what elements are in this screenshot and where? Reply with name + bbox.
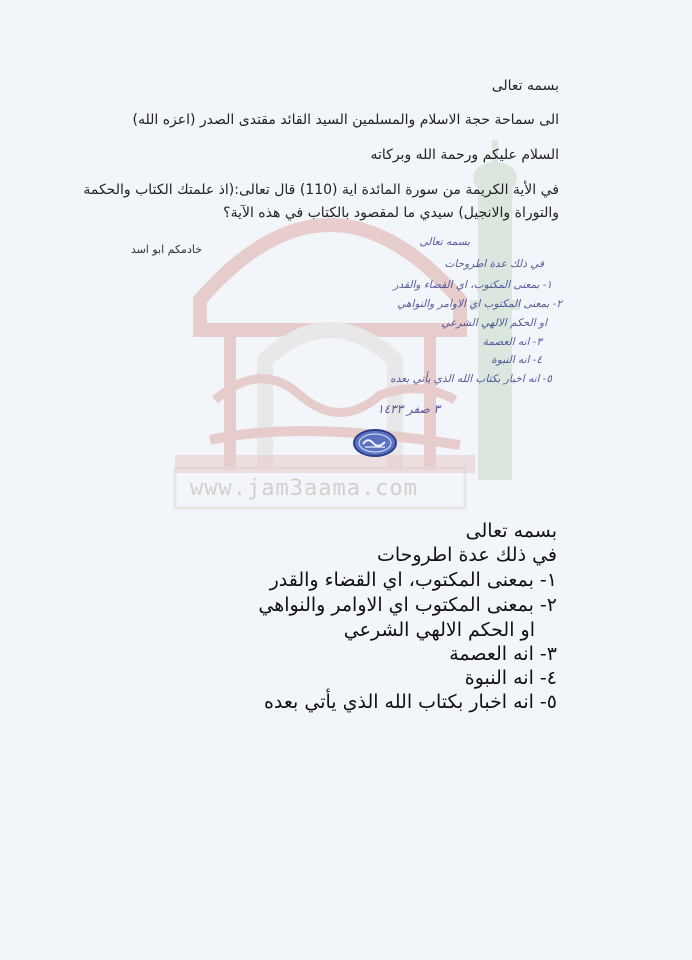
letter-basmala: بسمه تعالى [491,78,559,94]
transcription-line-2: في ذلك عدة اطروحات [376,544,557,566]
handwritten-line-2: في ذلك عدة اطروحات [444,258,544,270]
letter-question-line2: والتوراة والانجيل) سيدي ما لمقصود بالكتاب في هذه الآية؟ [223,205,559,221]
letter-addressee: الى سماحة حجة الاسلام والمسلمين السيد القائد مقتدى الصدر (اعزه الله) [132,112,559,128]
handwritten-line-4: ٢- بمعنى المكتوب اي الاوامر والنواهي [397,298,562,310]
transcription-line-1: بسمه تعالى [465,520,557,542]
handwritten-line-1: بسمه تعالى [419,236,470,248]
letter-greeting: السلام عليكم ورحمة الله وبركاته [370,147,559,163]
letter-signature: خادمكم ابو اسد [130,243,202,256]
transcription-line-4: ٢- بمعنى المكتوب اي الاوامر والنواهي [258,594,557,616]
letter-question-line1: في الأية الكريمة من سورة المائدة اية (110) قال تعالى:(اذ علمتك الكتاب والحكمة [83,182,559,198]
transcription-line-3: ١- بمعنى المكتوب، اي القضاء والقدر [269,569,557,591]
handwritten-line-5: او الحكم الالهي الشرعي [441,317,547,329]
handwritten-line-8: ٥- انه اخبار بكتاب الله الذي يأتي بعده [390,373,552,385]
watermark-url: www.jam3aama.com [190,476,418,501]
handwritten-date: ٣ صفر ١٤٣٣ [377,402,440,416]
transcription-line-7: ٤- انه النبوة [464,667,557,689]
handwritten-line-6: ٣- انه العصمة [482,336,542,348]
handwritten-line-3: ١- بمعنى المكتوب، اي القضاء والقدر [393,279,552,291]
office-seal-stamp [352,428,398,458]
transcription-line-6: ٣- انه العصمة [449,643,557,665]
transcription-line-8: ٥- انه اخبار بكتاب الله الذي يأتي بعده [263,691,557,713]
transcription-line-5: او الحكم الالهي الشرعي [343,619,535,641]
handwritten-line-7: ٤- انه النبوة [491,354,542,366]
